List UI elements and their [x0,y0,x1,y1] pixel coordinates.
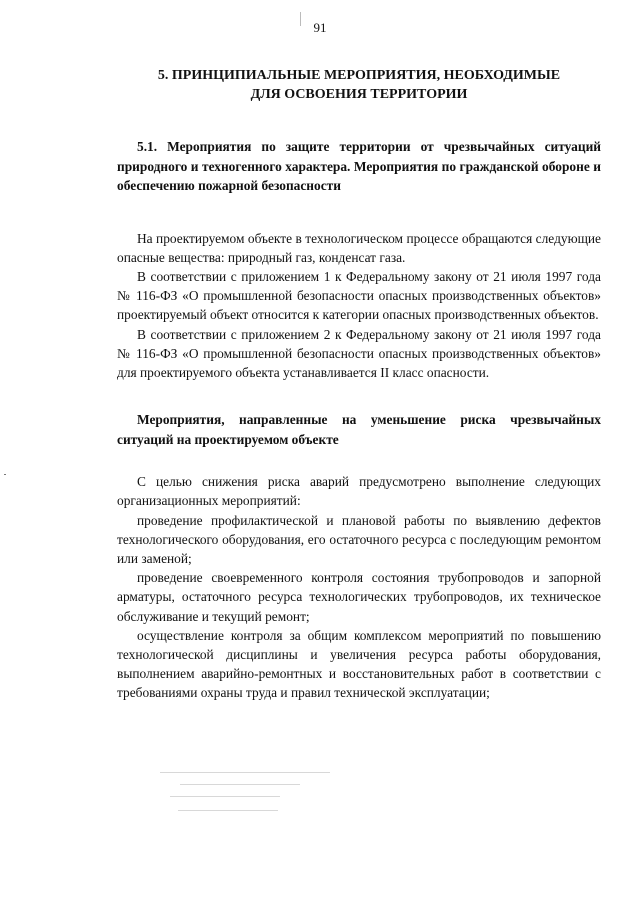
faint-stamp-residue [150,768,350,818]
scan-artifact [300,12,301,26]
page-content [117,66,601,703]
faint-line [160,772,330,773]
paragraph: На проектируемом объекте в технологическом процессе обращаются следующие опасные вещества: природный газ, конденсат газа. [117,230,601,265]
section-title-line-1: 5. ПРИНЦИПИАЛЬНЫЕ МЕРОПРИЯТИЯ, НЕОБХОДИМЫЕ [157,68,561,83]
page-number: 91 [313,20,327,35]
list-item: проведение своевременного контроля состояния трубопроводов и запорной арматуры, остаточного ресурса технологических трубопроводов, их техническое обслуживание и текущий ремонт; [117,570,601,624]
faint-line [178,810,278,811]
paragraph: В соответствии с приложением 2 к Федеральному закону от 21 июля 1997 года № 116-ФЗ «О промышленной безопасности опасных производственных объектов» для проектируемого объекта устанавливается II класс опасности. [117,326,601,380]
faint-line [180,784,300,785]
spacer [117,196,601,229]
spacer [117,449,601,472]
list-item: проведение профилактической и плановой работы по выявлению дефектов технологического оборудования, его остаточного ресурса с последующим ремонтом или заменой; [117,512,601,566]
paragraph: С целью снижения риска аварий предусмотрено выполнение следующих организационных мероприятий: [117,474,601,509]
spacer [117,382,601,410]
subsection-title: 5.1. Мероприятия по защите территории от чрезвычайных ситуаций природного и техногенного характера. Мероприятия по гражданской обороне и обеспечению пожарной безопасности [117,139,601,193]
risk-heading: Мероприятия, направленные на уменьшение риска чрезвычайных ситуаций на проектируемом объекте [117,412,601,447]
paragraph: В соответствии с приложением 1 к Федеральному закону от 21 июля 1997 года № 116-ФЗ «О промышленной безопасности опасных производственных объектов» проектируемый объект относится к категории опасных производственных объектов. [117,268,601,323]
section-title [117,66,601,104]
scan-artifact [4,474,6,475]
list-item: осуществление контроля за общим комплексом мероприятий по повышению технологической дисциплины и увеличения ресурса работы оборудования, выполнением аварийно-ремонтных и восстановительных работ в соответствии с требованиями охраны труда и правил технической эксплуатации; [117,627,601,701]
faint-line [170,796,280,797]
section-title-line-2: ДЛЯ ОСВОЕНИЯ ТЕРРИТОРИИ [250,87,468,102]
